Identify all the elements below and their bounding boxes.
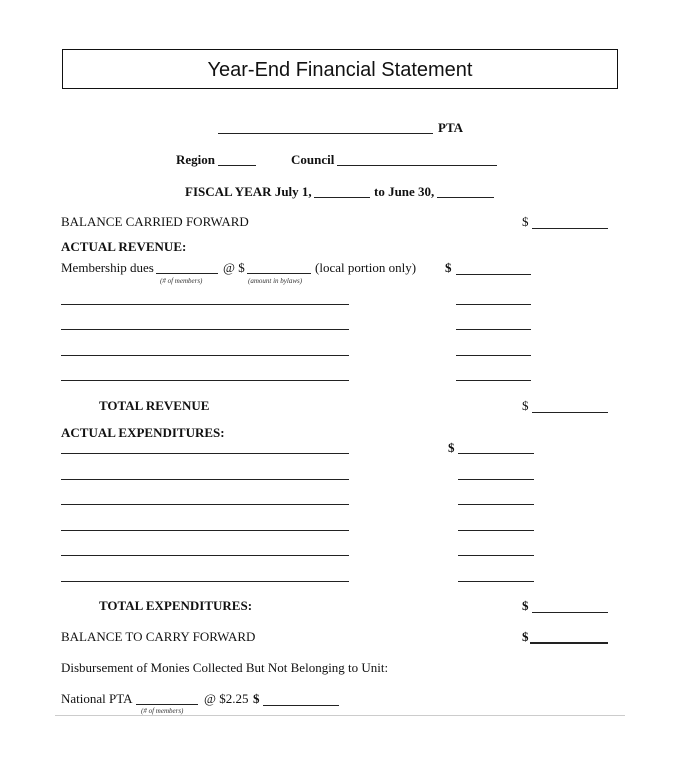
- revenue-item-blank[interactable]: [61, 355, 349, 356]
- actual-revenue-heading: ACTUAL REVENUE:: [61, 239, 187, 254]
- expenditure-item-blank[interactable]: [61, 530, 349, 531]
- expenditure-item-blank[interactable]: [61, 479, 349, 480]
- balance-to-carry-forward-blank[interactable]: [530, 642, 608, 644]
- region-blank[interactable]: [218, 165, 256, 166]
- at-dollar-label: @ $: [223, 260, 245, 275]
- membership-dues-label: Membership dues: [61, 260, 154, 275]
- fiscal-start-year-blank[interactable]: [314, 197, 370, 198]
- expenditure-amount-blank[interactable]: [458, 453, 534, 454]
- total-expenditures-blank[interactable]: [532, 612, 608, 613]
- dollar-sign: $: [522, 629, 529, 644]
- members-hint: (# of members): [160, 277, 203, 285]
- council-label: Council: [291, 152, 335, 167]
- balance-to-carry-forward-label: BALANCE TO CARRY FORWARD: [61, 629, 256, 644]
- expenditure-item-blank[interactable]: [61, 504, 349, 505]
- national-members-hint: (# of members): [141, 707, 184, 715]
- pta-name-blank[interactable]: [218, 133, 433, 134]
- total-revenue-label: TOTAL REVENUE: [99, 398, 210, 413]
- dollar-sign: $: [522, 598, 529, 613]
- expenditure-item-blank[interactable]: [61, 555, 349, 556]
- expenditure-amount-blank[interactable]: [458, 479, 534, 480]
- balance-carried-forward-blank[interactable]: [532, 228, 608, 229]
- amount-blank[interactable]: [247, 273, 311, 274]
- national-members-blank[interactable]: [136, 704, 198, 705]
- title-box: [62, 49, 618, 89]
- expenditure-amount-blank[interactable]: [458, 555, 534, 556]
- dollar-sign: $: [253, 691, 260, 706]
- revenue-item-blank[interactable]: [61, 380, 349, 381]
- dollar-sign: $: [522, 214, 529, 229]
- revenue-item-blank[interactable]: [61, 329, 349, 330]
- amount-hint: (amount in bylaws): [248, 277, 303, 285]
- to-june-label: to June 30,: [374, 184, 435, 199]
- expenditure-item-blank[interactable]: [61, 453, 349, 454]
- document-title: Year-End Financial Statement: [207, 59, 473, 81]
- membership-total-blank[interactable]: [456, 274, 531, 275]
- total-revenue-blank[interactable]: [532, 412, 608, 413]
- national-total-blank[interactable]: [263, 705, 339, 706]
- total-expenditures-label: TOTAL EXPENDITURES:: [99, 598, 253, 613]
- page-bottom-divider: [55, 715, 625, 716]
- expenditure-amount-blank[interactable]: [458, 581, 534, 582]
- region-label: Region: [176, 152, 215, 167]
- revenue-amount-blank[interactable]: [456, 380, 531, 381]
- fiscal-end-year-blank[interactable]: [437, 197, 494, 198]
- dollar-sign: $: [522, 398, 529, 413]
- fiscal-year-label: FISCAL YEAR July 1,: [185, 184, 312, 199]
- members-count-blank[interactable]: [156, 273, 218, 274]
- revenue-amount-blank[interactable]: [456, 329, 531, 330]
- revenue-amount-blank[interactable]: [456, 304, 531, 305]
- actual-expenditures-heading: ACTUAL EXPENDITURES:: [61, 425, 225, 440]
- national-pta-label: National PTA: [61, 691, 133, 706]
- dollar-sign: $: [448, 440, 455, 455]
- dollar-sign: $: [445, 260, 452, 275]
- revenue-amount-blank[interactable]: [456, 355, 531, 356]
- local-portion-label: (local portion only): [315, 260, 417, 275]
- national-rate-label: @ $2.25: [204, 691, 249, 706]
- expenditure-amount-blank[interactable]: [458, 504, 534, 505]
- disbursement-label: Disbursement of Monies Collected But Not Belonging to Unit:: [61, 660, 389, 675]
- balance-carried-forward-label: BALANCE CARRIED FORWARD: [61, 214, 249, 229]
- revenue-item-blank[interactable]: [61, 304, 349, 305]
- pta-label: PTA: [438, 120, 464, 135]
- expenditure-item-blank[interactable]: [61, 581, 349, 582]
- council-blank[interactable]: [337, 165, 497, 166]
- expenditure-amount-blank[interactable]: [458, 530, 534, 531]
